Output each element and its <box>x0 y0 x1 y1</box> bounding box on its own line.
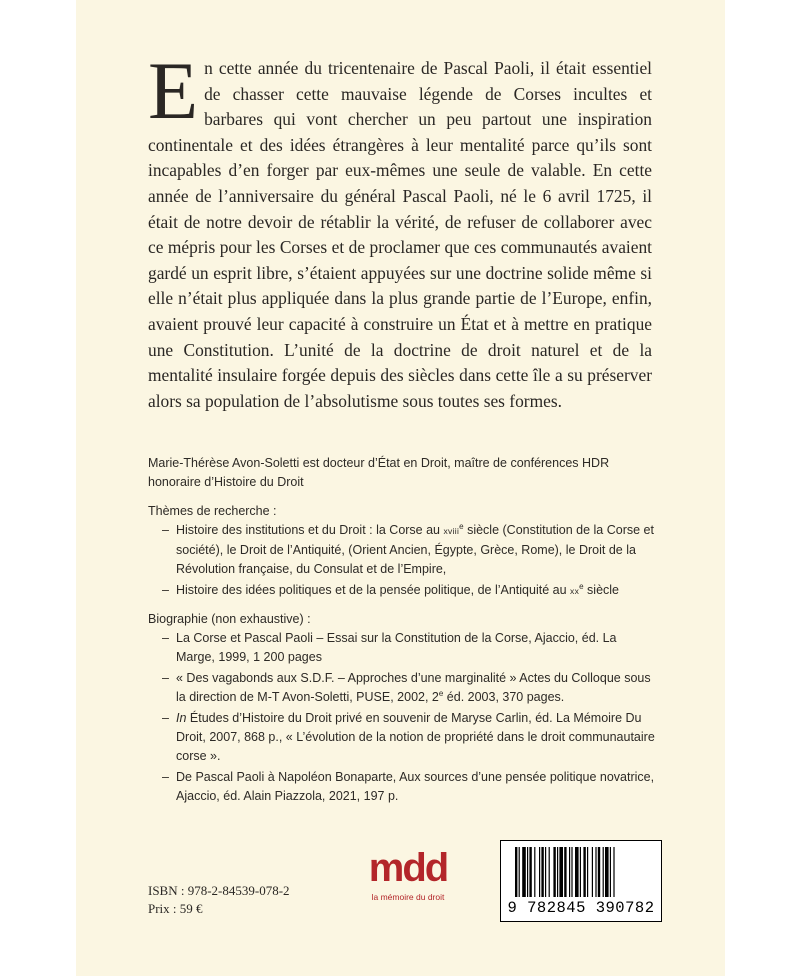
bio-italic: In <box>176 711 187 725</box>
bio-text: La Corse et Pascal Paoli – Essai sur la Constitution de la Corse, Ajaccio, éd. La Marge, 1999, 1 200 pages <box>176 631 617 664</box>
bio-item <box>148 669 658 707</box>
biography <box>148 610 658 808</box>
list-dash: – <box>162 671 169 685</box>
themes-list <box>148 521 658 601</box>
themes-heading: Thèmes de recherche : <box>148 504 277 518</box>
century-numeral: xviii <box>443 526 460 536</box>
isbn-price-block <box>148 882 290 918</box>
research-themes <box>148 502 658 603</box>
century-numeral: xx <box>570 586 580 596</box>
bio-text: Études d’Histoire du Droit privé en souvenir de Maryse Carlin, éd. La Mémoire Du Droit, 2007, 868 p., « L’évolution de la notion de propriété dans le droit communautaire corse ». <box>176 711 655 763</box>
bio-text: éd. 2003, 370 pages. <box>443 690 565 704</box>
list-dash: – <box>162 631 169 645</box>
bio-text: De Pascal Paoli à Napoléon Bonaparte, Aux sources d’une pensée politique novatrice, Ajaccio, éd. Alain Piazzola, 2021, 197 p. <box>176 770 655 803</box>
superscript: e <box>579 581 584 591</box>
author-bio: Marie-Thérèse Avon-Soletti est docteur d’État en Droit, maître de conférences HDR honoraire d’Histoire du Droit <box>148 456 610 489</box>
publisher-logo <box>360 848 456 912</box>
bio-item <box>148 768 658 806</box>
theme-item <box>148 521 658 579</box>
bio-heading: Biographie (non exhaustive) : <box>148 612 311 626</box>
superscript: e <box>438 688 444 698</box>
barcode-number: 9 782845 390782 <box>507 899 655 917</box>
list-dash: – <box>162 770 169 784</box>
list-dash: – <box>162 583 169 597</box>
bio-text: « Des vagabonds aux S.D.F. – Approches d’une marginalité » Actes du Colloque sous la direction de M-T Avon-Soletti, PUSE, 2002, 2 <box>176 671 651 704</box>
drop-cap: E <box>148 45 199 136</box>
bio-item <box>148 709 658 766</box>
isbn-line: ISBN : 978-2-84539-078-2 <box>148 883 290 898</box>
theme-item <box>148 581 658 601</box>
superscript: e <box>459 521 464 531</box>
publisher-logo-mark: mdd <box>368 846 448 890</box>
list-dash: – <box>162 523 169 537</box>
theme-text: siècle (Constitution de la Corse et société), le Droit de l’Antiquité, (Orient Ancien, Égypte, Grèce, Rome), le Droit de la Révolution française, du Consulat et de l’Empire, <box>176 523 654 576</box>
publisher-name: la mémoire du droit <box>371 892 445 902</box>
barcode-bars-icon <box>515 847 647 899</box>
intro-paragraph <box>148 45 652 414</box>
bio-item <box>148 629 658 667</box>
theme-text: siècle <box>583 583 620 597</box>
theme-text: Histoire des idées politiques et de la pensée politique, de l’Antiquité au <box>176 583 571 597</box>
theme-text: Histoire des institutions et du Droit : la Corse au <box>176 523 444 537</box>
price-line: Prix : 59 € <box>148 901 203 916</box>
bio-list <box>148 629 658 806</box>
barcode <box>500 840 662 922</box>
list-dash: – <box>162 711 169 725</box>
intro-text: n cette année du tricentenaire de Pascal Paoli, il était essentiel de chasser cette mauvaise légende de Corses incultes et barbares qui vont chercher un peu partout une inspiration continentale et des idées étrangères à leur mentalité parce qu’ils sont incapables d’en forger par eux-mêmes une seule de valable. En cette année de l’anniversaire du général Pascal Paoli, né le 6 avril 1725, il était de notre devoir de rétablir la vérité, de refuser de collaborer avec ce mépris pour les Corses et de proclamer que ces communautés avaient gardé un esprit libre, s’étaient appuyées sur une doctrine solide même si elle n’était plus appliquée dans la plus grande partie de l’Europe, enfin, avaient prouvé leur capacité à construire un État et à mettre en pratique une Constitution. L’unité de la doctrine de droit naturel et de la mentalité insulaire forgée depuis des siècles dans cette île a su préserver alors sa population de l’absolutisme sous toutes ses formes. <box>148 58 652 411</box>
